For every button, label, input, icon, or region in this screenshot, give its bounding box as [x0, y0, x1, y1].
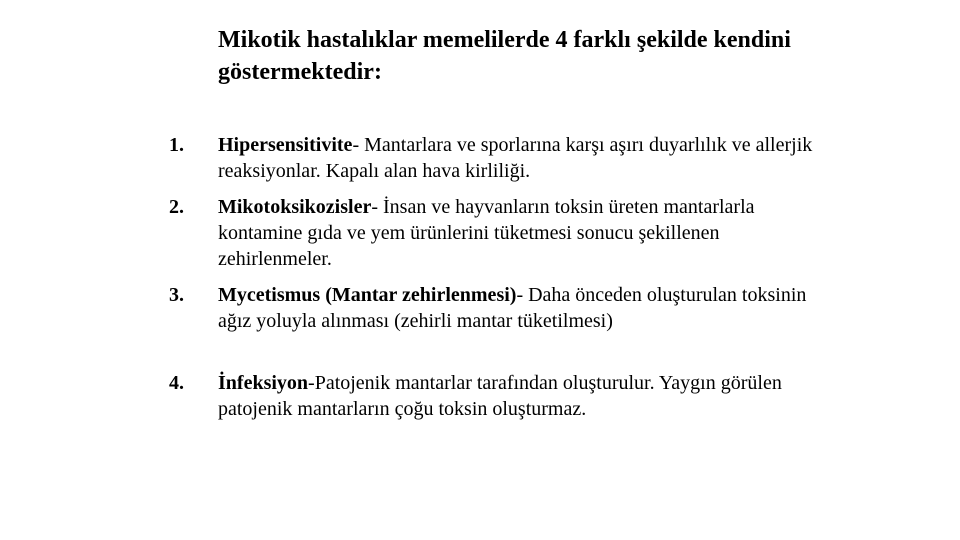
list-item-term: Mikotoksikozisler [218, 196, 372, 218]
list-item-body [218, 194, 818, 272]
list-item-number: 3. [169, 284, 184, 306]
list-item-number: 2. [169, 196, 184, 218]
list-item-body [218, 370, 818, 422]
list-item-number: 1. [169, 134, 184, 156]
list-item-term: İnfeksiyon [218, 372, 309, 394]
list-item-description: - Mantarlara ve sporlarına karşı aşırı duyarlılık ve allerjik reaksiyonlar. Kapalı alan hava kirliliği. [218, 134, 813, 182]
list-item-body [218, 132, 818, 184]
list-item-description: - Daha önceden oluşturulan toksinin ağız yoluyla alınması (zehirli mantar tüketilmesi) [218, 284, 807, 332]
list-item-description: - İnsan ve hayvanların toksin üreten mantarlarla kontamine gıda ve yem ürünlerini tüketmesi sonucu şekillenen zehirlenmeler. [218, 196, 755, 270]
list-item-term: Hipersensitivite [218, 134, 353, 156]
list-item-term: Mycetismus (Mantar zehirlenmesi) [218, 284, 517, 306]
list-item-body [218, 282, 818, 334]
slide-title: Mikotik hastalıklar memelilerde 4 farklı şekilde kendini göstermektedir: [218, 27, 791, 85]
list-item-number: 4. [169, 372, 184, 394]
list-item-description: -Patojenik mantarlar tarafından oluşturulur. Yaygın görülen patojenik mantarların çoğu toksin oluşturmaz. [218, 372, 782, 420]
